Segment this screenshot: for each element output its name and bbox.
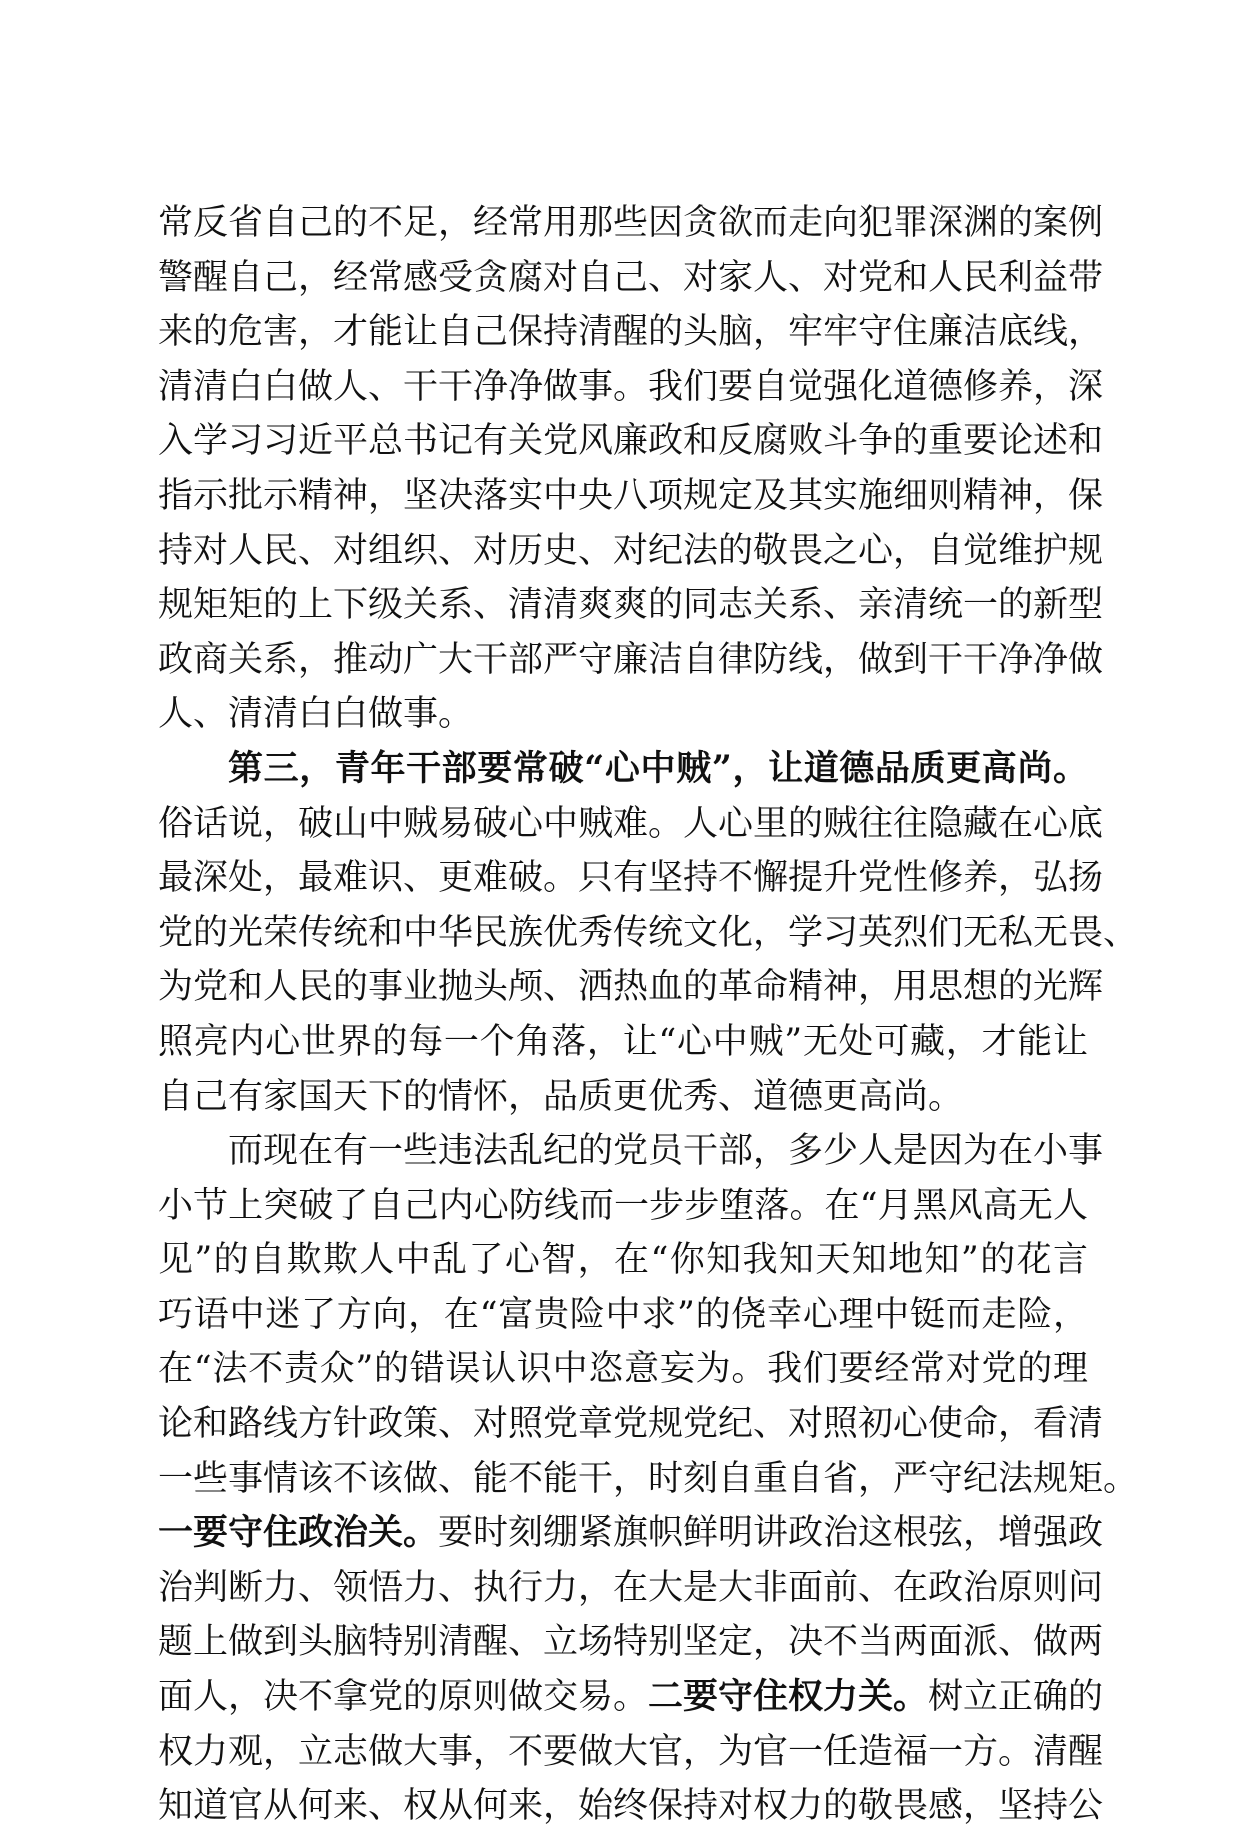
text-line <box>158 1288 1088 1343</box>
text-line <box>158 851 1104 906</box>
body-text: 警醒自己，经常感受贪腐对自己、对家人、对党和人民利益带 <box>158 257 1104 298</box>
body-text: 常反省自己的不足，经常用那些因贪欲而走向犯罪深渊的案例 <box>158 203 1104 243</box>
text-line <box>158 1452 1139 1507</box>
body-text: 小节上突破了自己内心防线而一步步堕落。在“月黑风高无人 <box>158 1185 1088 1226</box>
body-text: 照亮内心世界的每一个角落，让“心中贼”无处可藏，才能让 <box>158 1021 1088 1062</box>
text-line <box>158 1397 1104 1452</box>
text-line <box>158 742 1088 797</box>
body-text: 论和路线方针政策、对照党章党规党纪、对照初心使命，看清 <box>158 1404 1104 1445</box>
text-line <box>158 687 1088 742</box>
body-text: 党的光荣传统和中华民族优秀传统文化，学习英烈们无私无畏、 <box>158 912 1139 953</box>
body-text: 题上做到头脑特别清醒、立场特别坚定，决不当两面派、做两 <box>158 1622 1104 1663</box>
bold-heading-text: 二要守住权力关。 <box>648 1676 929 1718</box>
text-line <box>158 1070 1088 1125</box>
text-line <box>158 633 1104 688</box>
body-text: 要时刻绷紧旗帜鲜明讲政治这根弦，增强政 <box>438 1513 1104 1554</box>
text-line <box>158 1670 1104 1725</box>
text-line <box>158 251 1104 306</box>
text-line <box>158 1561 1104 1616</box>
text-line <box>158 1233 1088 1288</box>
text-line <box>158 196 1104 251</box>
body-text: 治判断力、领悟力、执行力，在大是大非面前、在政治原则问 <box>158 1567 1104 1608</box>
text-line <box>158 578 1104 633</box>
text-line <box>158 1725 1104 1780</box>
text-line <box>158 960 1104 1015</box>
text-line <box>158 1015 1088 1070</box>
body-text: 为党和人民的事业抛头颅、洒热血的革命精神，用思想的光辉 <box>158 967 1104 1008</box>
text-line <box>158 305 1104 360</box>
body-text: 自己有家国天下的情怀，品质更优秀、道德更高尚。 <box>158 1076 964 1117</box>
document-body <box>158 196 1139 1834</box>
text-line <box>158 524 1104 579</box>
body-text: 入学习习近平总书记有关党风廉政和反腐败斗争的重要论述和 <box>158 421 1104 462</box>
body-text: 俗话说，破山中贼易破心中贼难。人心里的贼往往隐藏在心底 <box>158 803 1104 844</box>
body-text: 权力观，立志做大事，不要做大官，为官一任造福一方。清醒 <box>158 1731 1104 1772</box>
body-text: 树立正确的 <box>928 1677 1104 1718</box>
text-line <box>158 360 1104 415</box>
body-text: 人、清清白白做事。 <box>158 694 474 735</box>
body-text: 在“法不责众”的错误认识中恣意妄为。我们要经常对党的理 <box>158 1349 1088 1390</box>
text-line <box>158 1506 1104 1561</box>
body-text: 指示批示精神，坚决落实中央八项规定及其实施细则精神，保 <box>158 475 1104 516</box>
text-line <box>158 1124 1104 1179</box>
body-text: 一些事情该不该做、能不能干，时刻自重自省，严守纪法规矩。 <box>158 1458 1139 1499</box>
bold-heading-text: 一要守住政治关。 <box>158 1512 439 1554</box>
text-line <box>158 1779 1104 1834</box>
text-line <box>158 906 1139 961</box>
text-line <box>158 797 1104 852</box>
text-line <box>158 1615 1104 1670</box>
text-line <box>158 1179 1088 1234</box>
body-text: 最深处，最难识、更难破。只有坚持不懈提升党性修养，弘扬 <box>158 858 1104 899</box>
text-line <box>158 1342 1088 1397</box>
text-line <box>158 414 1104 469</box>
body-text: 巧语中迷了方向，在“富贵险中求”的侥幸心理中铤而走险， <box>158 1294 1088 1335</box>
text-line <box>158 469 1104 524</box>
body-text: 持对人民、对组织、对历史、对纪法的敬畏之心，自觉维护规 <box>158 530 1104 571</box>
body-text: 而现在有一些违法乱纪的党员干部，多少人是因为在小事 <box>228 1131 1104 1172</box>
body-text: 政商关系，推动广大干部严守廉洁自律防线，做到干干净净做 <box>158 639 1104 680</box>
body-text: 清清白白做人、干干净净做事。我们要自觉强化道德修养，深 <box>158 366 1104 407</box>
body-text: 见”的自欺欺人中乱了心智，在“你知我知天知地知”的花言 <box>158 1240 1088 1281</box>
body-text: 规矩矩的上下级关系、清清爽爽的同志关系、亲清统一的新型 <box>158 585 1104 626</box>
bold-heading-text: 第三，青年干部要常破“心中贼”，让道德品质更高尚。 <box>228 747 1088 789</box>
body-text: 来的危害，才能让自己保持清醒的头脑，牢牢守住廉洁底线， <box>158 312 1104 353</box>
body-text: 面人，决不拿党的原则做交易。 <box>158 1677 649 1718</box>
body-text: 知道官从何来、权从何来，始终保持对权力的敬畏感，坚持公 <box>158 1786 1104 1827</box>
